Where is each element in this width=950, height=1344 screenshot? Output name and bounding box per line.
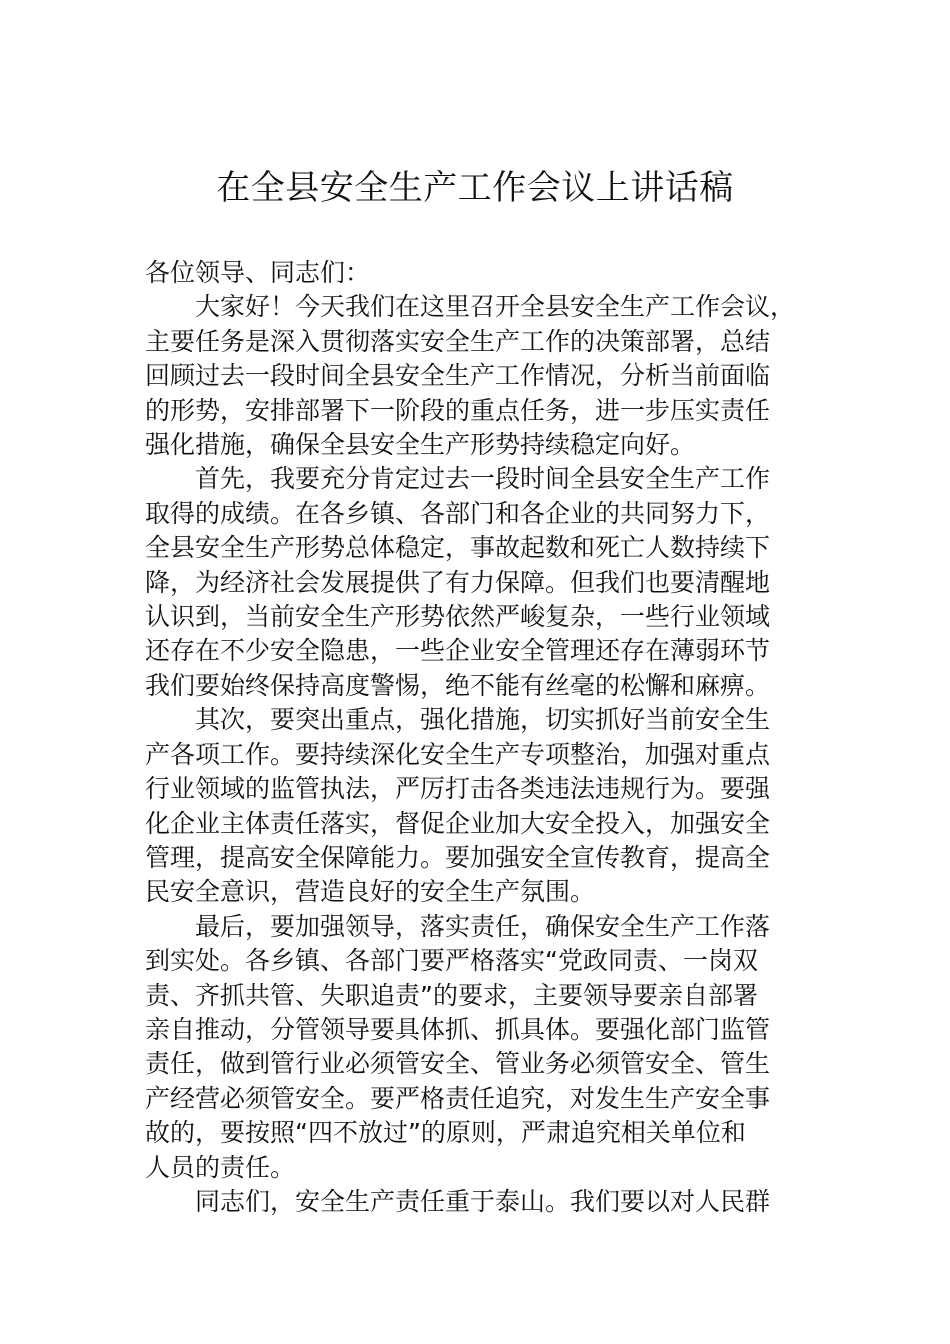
body-line: 取得的成绩。在各乡镇、各部门和各企业的共同努力下， [145, 498, 771, 528]
body-line: 的形势，安排部署下一阶段的重点任务，进一步压实责任 [145, 395, 771, 425]
body-line: 同志们，安全生产责任重于泰山。我们要以对人民群 [195, 1186, 771, 1216]
salutation: 各位领导、同志们： [145, 258, 371, 287]
body-line: 人员的责任。 [145, 1152, 296, 1182]
body-line: 最后，要加强领导，落实责任，确保安全生产工作落 [195, 911, 771, 941]
body-line: 责、齐抓共管、失职追责”的要求，主要领导要亲自部署 [145, 980, 758, 1010]
body-line: 产经营必须管安全。要严格责任追究，对发生生产安全事 [145, 1083, 771, 1113]
body-line: 产各项工作。要持续深化安全生产专项整治，加强对重点 [145, 739, 771, 769]
body-line: 主要任务是深入贯彻落实安全生产工作的决策部署，总结 [145, 326, 771, 356]
document-body [145, 256, 835, 1219]
body-line: 到实处。各乡镇、各部门要严格落实“党政同责、一岗双 [145, 946, 758, 976]
body-line: 强化措施，确保全县安全生产形势持续稳定向好。 [145, 430, 696, 460]
body-line: 回顾过去一段时间全县安全生产工作情况，分析当前面临 [145, 361, 771, 391]
body-line: 行业领域的监管执法，严厉打击各类违法违规行为。要强 [145, 774, 771, 804]
body-line: 责任，做到管行业必须管安全、管业务必须管安全、管生 [145, 1049, 771, 1079]
body-line: 认识到，当前安全生产形势依然严峻复杂，一些行业领域 [145, 602, 771, 632]
body-line: 化企业主体责任落实，督促企业加大安全投入，加强安全 [145, 808, 771, 838]
body-line: 其次，要突出重点，强化措施，切实抓好当前安全生 [195, 705, 771, 735]
body-line: 首先，我要充分肯定过去一段时间全县安全生产工作 [195, 464, 771, 494]
document-title: 在全县安全生产工作会议上讲话稿 [216, 168, 734, 208]
body-line: 大家好！今天我们在这里召开全县安全生产工作会议， [195, 292, 796, 322]
body-line: 降，为经济社会发展提供了有力保障。但我们也要清醒地 [145, 567, 771, 597]
body-line: 民安全意识，营造良好的安全生产氛围。 [145, 877, 596, 907]
body-line: 亲自推动，分管领导要具体抓、抓具体。要强化部门监管 [145, 1014, 771, 1044]
body-line: 全县安全生产形势总体稳定，事故起数和死亡人数持续下 [145, 533, 771, 563]
body-line: 管理，提高安全保障能力。要加强安全宣传教育，提高全 [145, 842, 771, 872]
body-line: 还存在不少安全隐患，一些企业安全管理还存在薄弱环节 [145, 636, 771, 666]
body-line: 我们要始终保持高度警惕，绝不能有丝毫的松懈和麻痹。 [145, 670, 771, 700]
body-line: 故的，要按照“四不放过”的原则，严肃追究相关单位和 [145, 1118, 746, 1148]
